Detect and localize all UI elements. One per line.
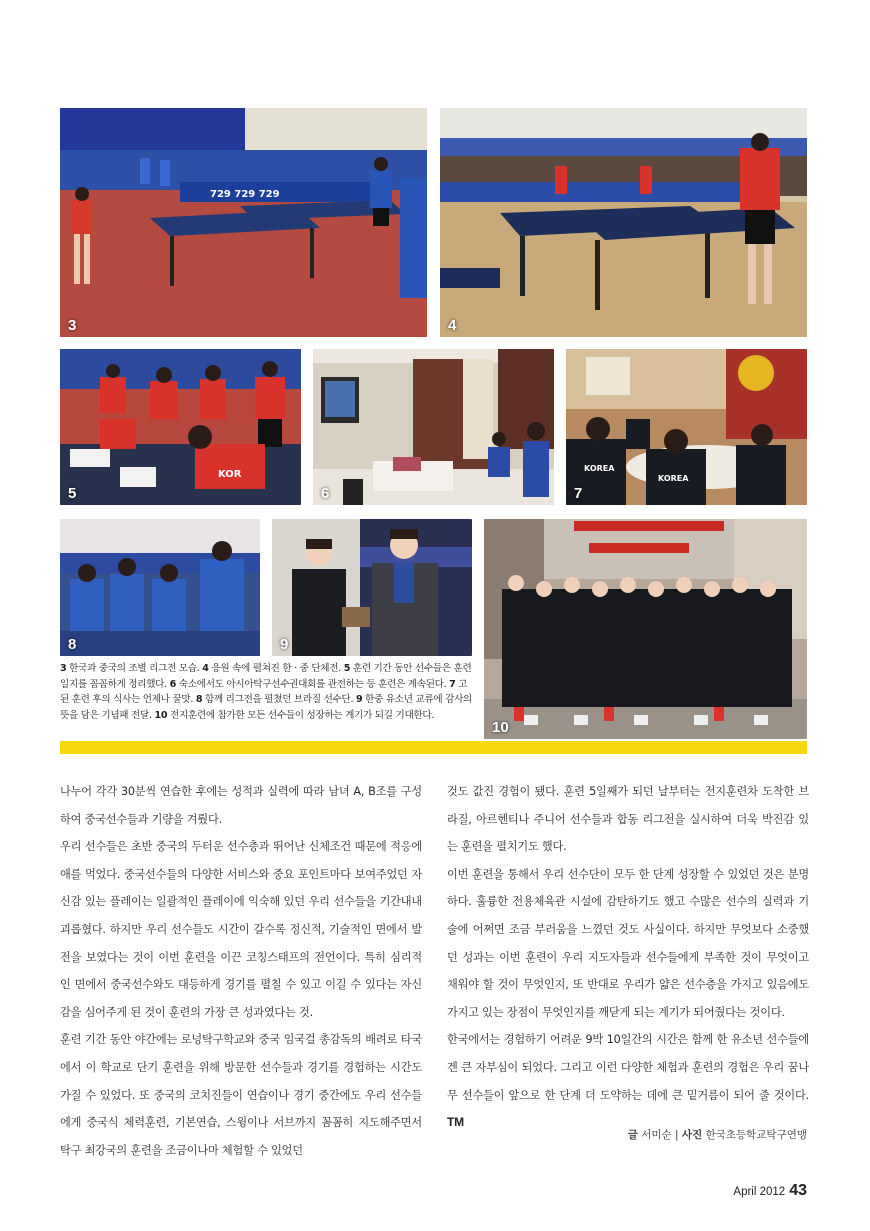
- photo-number: 5: [68, 485, 77, 502]
- tm-logo: TM: [447, 1115, 464, 1130]
- photo-10: [484, 519, 807, 739]
- caption-text: 함께 리그전을 펼쳤던 브라질 선수단.: [202, 694, 356, 705]
- caption-number: 3: [60, 663, 67, 674]
- photo-4-image: [440, 108, 807, 337]
- photo-number: 3: [68, 317, 77, 334]
- paragraph: 훈련 기간 동안 야간에는 로넝탁구학교와 중국 임국걸 총감독의 배려로 타국에서 이 학교로 단기 훈련을 위해 방문한 선수들과 경기를 경험하는 시간도 가질 수 있었다. 또 중국의 코치진들이 연습이나 경기 중간에도 우리 선수들에게 중국식 체력훈련, 기본연습, 스윙이나 서브까지 꼼꼼히 지도해주면서 탁구 최강국의 훈련을 조금이나마 체험할 수 있었던: [60, 1033, 422, 1157]
- photo-number: 6: [321, 485, 330, 502]
- photo-3-image: [60, 108, 427, 337]
- svg-text:KOREA: KOREA: [658, 474, 689, 483]
- article-column-right: [447, 778, 809, 1137]
- svg-text:729 729 729: 729 729 729: [210, 189, 280, 200]
- photo-number: 7: [574, 485, 583, 502]
- photo-4: [440, 108, 807, 337]
- svg-text:KOREA: KOREA: [584, 464, 615, 473]
- caption-text: 전지훈련에 참가한 모든 선수들이 성장하는 계기가 되길 기대한다.: [167, 709, 435, 721]
- svg-text:KOR: KOR: [218, 469, 242, 480]
- caption-number: 8: [195, 694, 203, 705]
- writer-name: 서미순: [641, 1129, 672, 1141]
- paragraph: 우리 선수들은 초반 중국의 두터운 선수층과 뛰어난 신체조건 때문에 적응에 애를 먹었다. 중국선수들의 다양한 서비스와 중요 포인트마다 보여주었던 자신감 있는 플레이는 일괄적인 플레이에 익숙해 있던 우리 선수들을 기간내내 괴롭혔다. 하지만 우리 선수들도 시간이 갈수록 정신적, 기술적인 면에서 발전을 보였다는 것이 이번 훈련을 이끈 코칭스태프의 전언이다. 특히 심리적인 면에서 중국선수와도 대등하게 경기를 펼칠 수 있고 이길 수 있다는 자신감을 심어주게 된 것이 훈련의 가장 큰 성과였다는 것.: [60, 840, 422, 1019]
- article-column-left: [60, 778, 422, 1164]
- caption-number: 6: [169, 678, 177, 690]
- byline: [628, 1127, 807, 1142]
- photo-6: [313, 349, 554, 505]
- page-footer: [733, 1180, 807, 1200]
- caption-number: 9: [355, 694, 363, 705]
- photo-9: [272, 519, 472, 656]
- photo-7-image: [566, 349, 807, 505]
- caption-number: 4: [202, 663, 209, 674]
- photo-9-image: [272, 519, 472, 656]
- issue-date: April 2012: [733, 1186, 786, 1198]
- caption-number: 5: [343, 663, 351, 674]
- photo-7: [566, 349, 807, 505]
- caption-text: 응원 속에 펼쳐진 한 · 중 단체전.: [208, 663, 344, 674]
- caption-number: 10: [154, 709, 168, 721]
- paragraph: [447, 1026, 809, 1136]
- paragraph: 나누어 각각 30분씩 연습한 후에는 성적과 실력에 따라 남녀 A, B조를 구성하여 중국선수들과 기량을 겨뤘다.: [60, 785, 422, 826]
- photo-number: 9: [280, 636, 289, 653]
- photo-8: [60, 519, 260, 656]
- writer-label: 글: [627, 1129, 638, 1141]
- paragraph-text: 한국에서는 경험하기 어려운 9박 10일간의 시간은 함께 한 유소년 선수들에겐 큰 자부심이 되었다. 그리고 이런 다양한 체험과 훈련의 경험은 우리 꿈나무 선수들이 앞으로 한 단계 더 도약하는 데에 큰 밑거름이 되어 줄 것이다.: [447, 1033, 809, 1102]
- caption-text: 한중 유소년 교류에 감사의 뜻을 담은 기념패 전달.: [60, 694, 473, 721]
- photo-number: 8: [68, 636, 77, 653]
- photo-credit: 한국초등학교탁구연맹: [705, 1129, 807, 1141]
- photo-caption: [60, 661, 474, 739]
- caption-text: 고된 훈련 후의 식사는 언제나 꿀맛.: [60, 678, 468, 705]
- caption-number: 7: [449, 678, 456, 690]
- photo-3: [60, 108, 427, 337]
- photo-6-image: [313, 349, 554, 505]
- byline-separator: |: [675, 1129, 679, 1141]
- photo-5: [60, 349, 301, 505]
- photo-8-image: [60, 519, 260, 656]
- photo-10-image: [484, 519, 807, 739]
- caption-text: 한국과 중국의 조별 리그전 모습.: [66, 663, 203, 674]
- accent-bar: [60, 741, 807, 754]
- paragraph: 이번 훈련을 통해서 우리 선수단이 모두 한 단계 성장할 수 있었던 것은 분명하다. 훌륭한 전용체육관 시설에 감탄하기도 했고 수많은 선수의 실력과 기술에 어쩌면 조금 부러움을 느꼈던 것도 사실이다. 하지만 무엇보다 소중했던 성과는 이번 훈련이 우리 지도자들과 선수들에게 부족한 것이 무엇이고 채워야 할 것이 무엇인지, 또 반대로 우리가 얇은 선수층을 가지고 있음에도 가지고 있는 장점이 무엇인지를 깨닫게 되는 계기가 되어줬다는 것이다.: [447, 867, 809, 1019]
- photo-number: 10: [492, 719, 509, 736]
- photo-number: 4: [448, 317, 457, 334]
- page-number: 43: [789, 1182, 807, 1199]
- caption-text: 훈련 기간 동안 선수들은 훈련일지를 꼼꼼하게 정리했다.: [60, 663, 472, 690]
- photo-5-image: [60, 349, 301, 505]
- photo-label: 사진: [681, 1129, 703, 1141]
- paragraph: 것도 값진 경험이 됐다. 훈련 5일째가 되던 날부터는 전지훈련차 도착한 브라질, 아르헨티나 주니어 선수들과 합동 리그전을 실시하여 더욱 박진감 있는 훈련을 펼치기도 했다.: [447, 785, 809, 854]
- caption-text: 숙소에서도 아시아탁구선수권대회를 관전하는 등 훈련은 계속된다.: [176, 678, 450, 690]
